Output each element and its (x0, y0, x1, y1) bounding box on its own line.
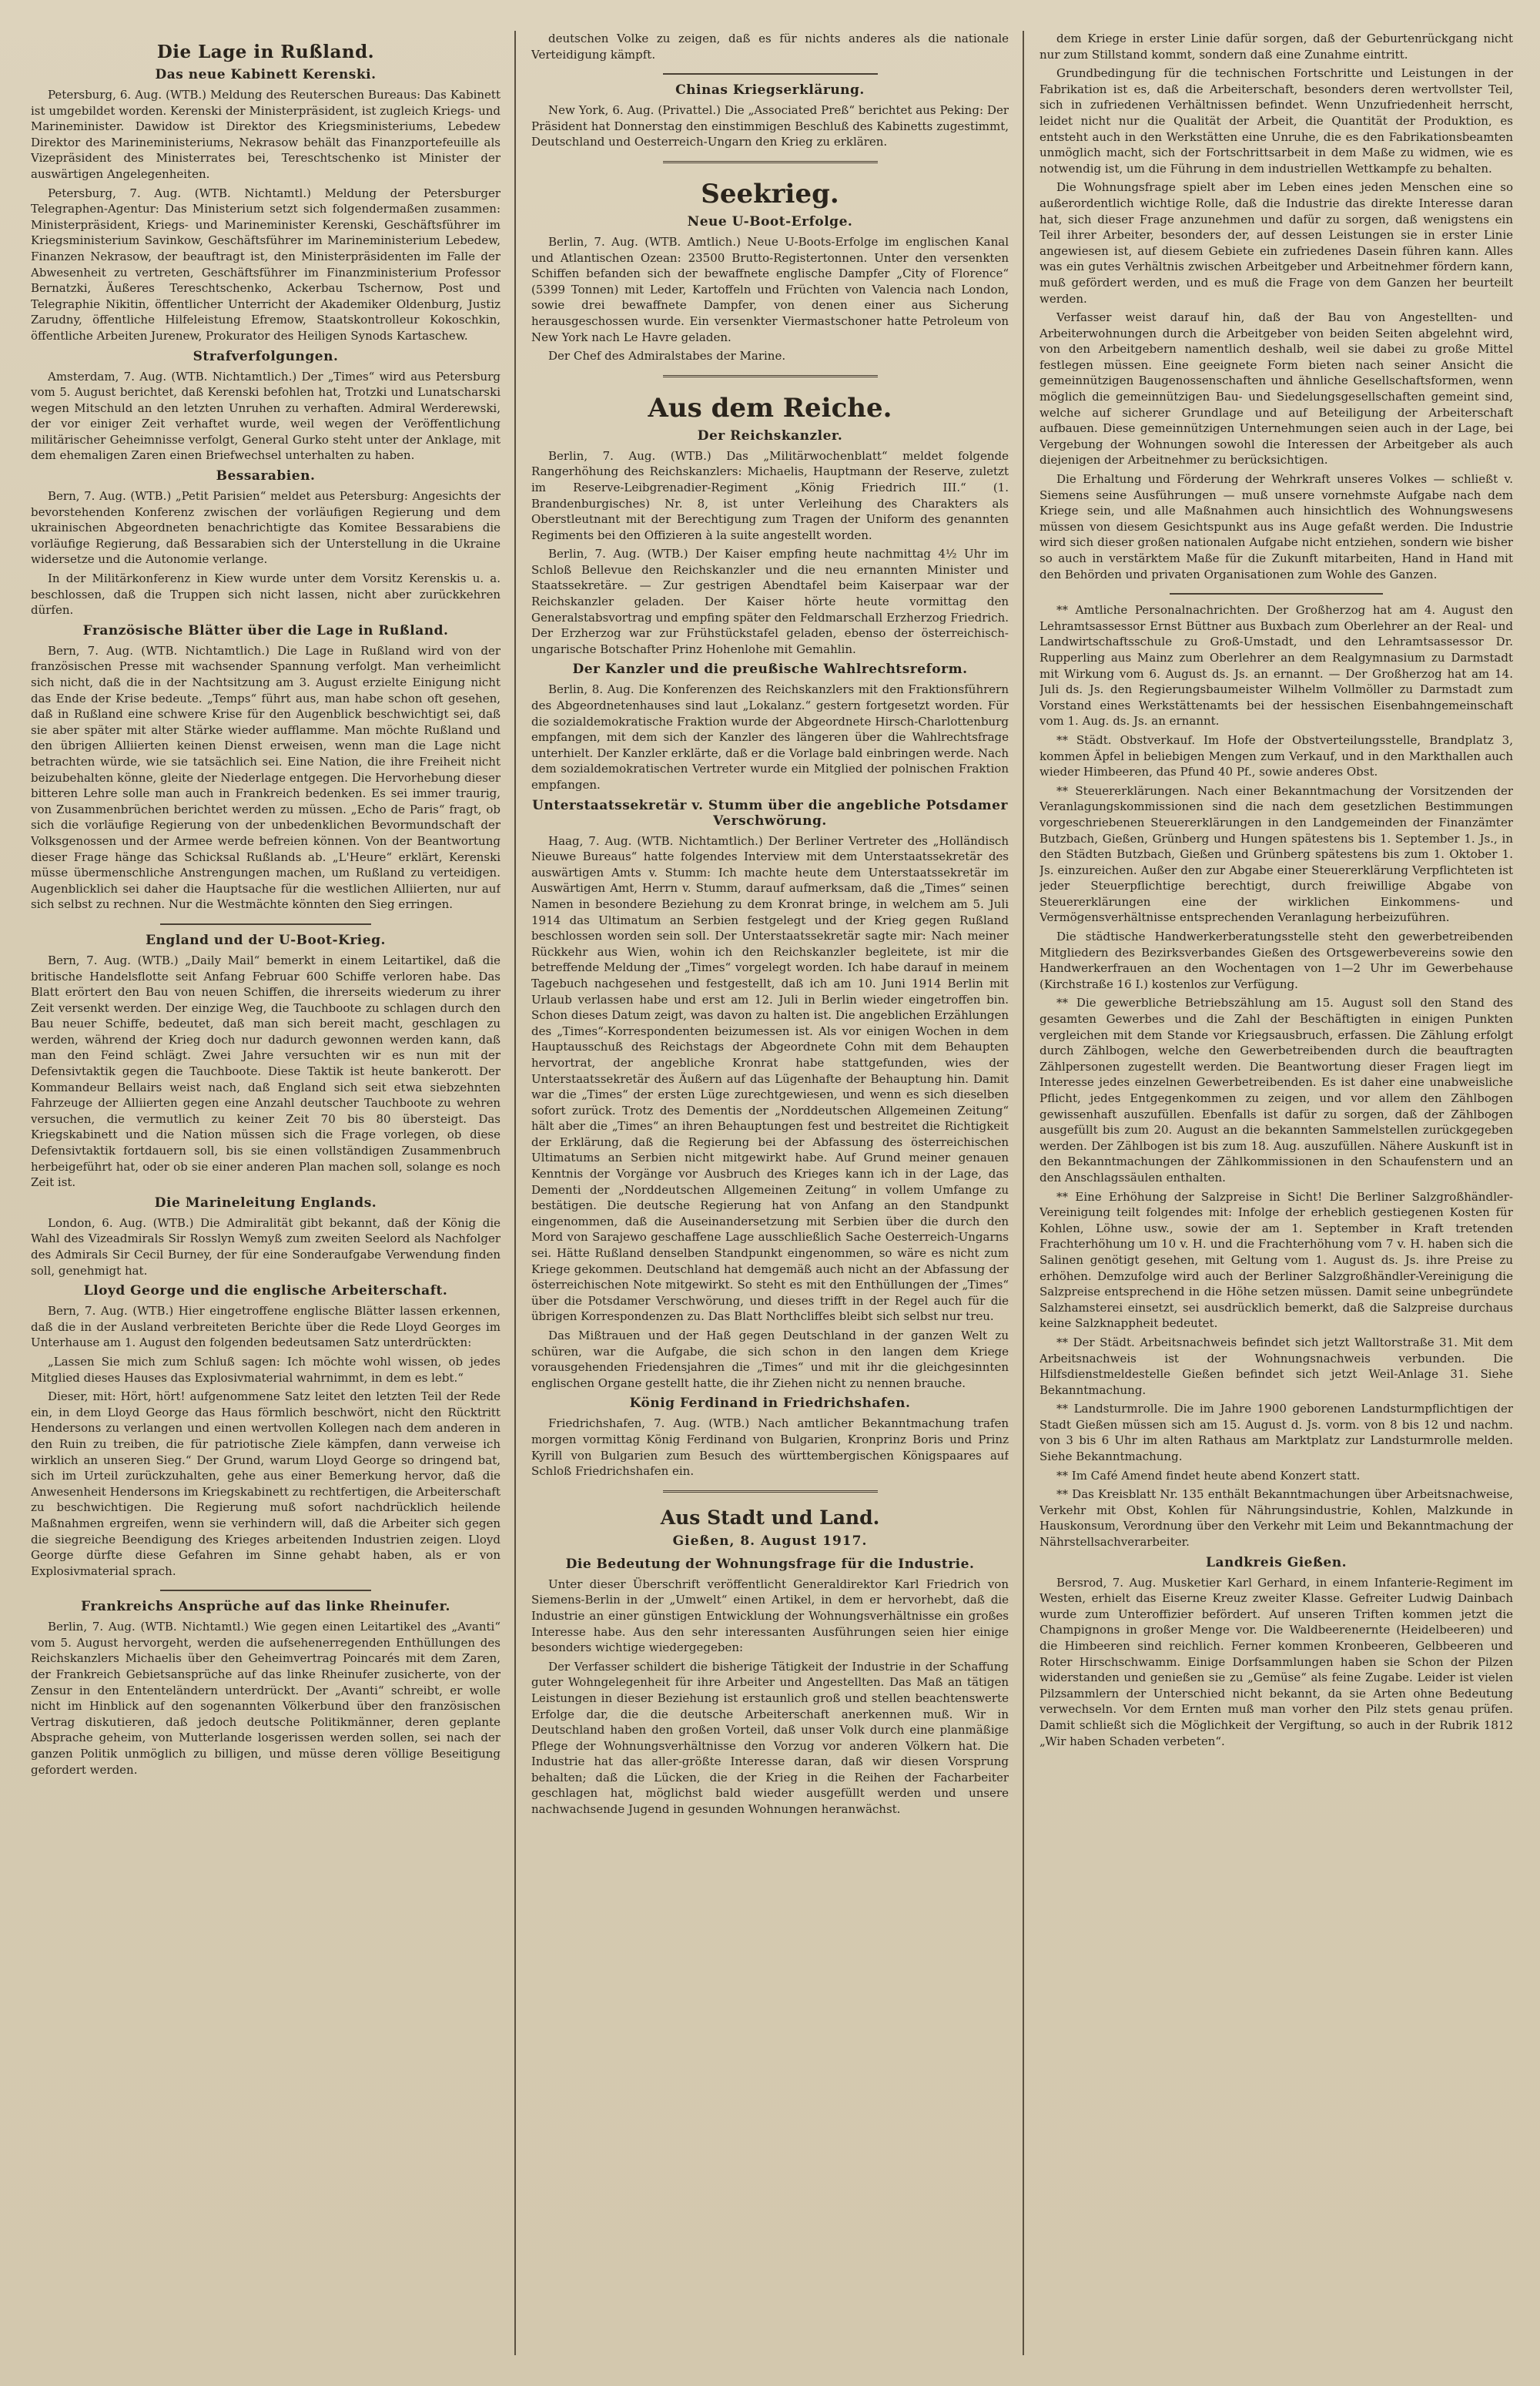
article-paragraph: Bern, 7. Aug. (WTB.) „Petit Parisien“ meldet aus Petersburg: Angesichts der bevorstehenden Konferenz zwischen der vorläufigen Regierung und dem ukrainischen Abgeordneten benachrichtigte das Komitee Bessarabiens die vorläufige Regierung, daß Bessarabien sich der Unterstellung in die Ukraine widersetze und die Autonomie verlange. (31, 489, 500, 567)
column-middle (531, 31, 1009, 2355)
article-paragraph: London, 6. Aug. (WTB.) Die Admiralität gibt bekannt, daß der König die Wahl des Vizeadmirals Sir Rosslyn Wemyß zum zweiten Seelord als Nachfolger des Admirals Sir Cecil Burney, der für eine Sonderaufgabe Verwendung finden soll, genehmigt hat. (31, 1215, 500, 1278)
article-paragraph: „Lassen Sie mich zum Schluß sagen: Ich möchte wohl wissen, ob jedes Mitglied dieses Hauses das Explosivmaterial wahrnimmt, in dem es lebt.“ (31, 1354, 500, 1385)
article-subheadline: Landkreis Gießen. (1205, 1554, 1347, 1570)
article-paragraph: Berlin, 7. Aug. (WTB.) Der Kaiser empfing heute nachmittag 4½ Uhr im Schloß Bellevue den Reichskanzler und die neu ernannten Minister und Staatssekretäre. — Zur gestrigen Abendtafel beim Kaiserpaar war der Reichskanzler geladen. Der Kaiser hörte heute vormittag den Generalstabsvortrag und empfing später den Feldmarschall Erzherzog Friedrich. Der Erzherzog war zur Frühstückstafel geladen, ebenso der österreichisch-ungarische Botschafter Prinz Hohenlohe mit Gemahlin. (531, 547, 1009, 656)
article-subheadline: Unterstaatssekretär v. Stumm über die angebliche Potsdamer Verschwörung. (532, 797, 1008, 829)
article-subheadline: König Ferdinand in Friedrichshafen. (629, 1396, 911, 1412)
section-separator (663, 161, 878, 163)
article-paragraph: Die Wohnungsfrage spielt aber im Leben eines jeden Menschen eine so außerordentlich wichtige Rolle, daß die Industrie das direkte Interesse daran hat, sich dieser Frage anzunehmen und dafür zu sorgen, daß wenigstens ein Teil ihrer Arbeiter, besonders der, auf dessen Leistungen sie in erster Linie angewiesen ist, auf diesem Gebiete ein zufriedenes Dasein führen kann. Alles was ein gutes Verhältnis zwischen Arbeitgeber und Arbeitnehmer fördern kann, muß gefördert werden, und es muß die Frage von dem Ganzen her beurteilt werden. (1040, 180, 1513, 306)
article-headline: Die Lage in Rußland. (156, 42, 375, 62)
article-paragraph: deutschen Volke zu zeigen, daß es für nichts anderes als die nationale Verteidigung kämpft. (531, 32, 1009, 62)
article-paragraph: Berlin, 7. Aug. (WTB. Amtlich.) Neue U-Boots-Erfolge im englischen Kanal und Atlantischen Ozean: 23500 Brutto-Registertonnen. Unter den versenkten Schiffen befanden sich der bewaffnete englische Dampfer „City of Florence“ (5399 Tonnen) mit Leder, Kartoffeln und Früchten von Valencia nach London, sowie drei bewaffnete Dampfer, von denen einer aus Sicherung herausgeschossen wurde. Ein versenkter Viermastschoner hatte Petroleum von New York nach Le Havre geladen. (531, 234, 1009, 344)
article-paragraph: ** Landsturmrolle. Die im Jahre 1900 geborenen Landsturmpflichtigen der Stadt Gießen müssen sich am 15. August d. Js. vorm. von 8 bis 12 und nachm. von 3 bis 6 Uhr im alten Rathaus am Marktplatz zur Landsturmrolle melden. Siehe Bekanntmachung. (1040, 1402, 1513, 1464)
section-separator (663, 375, 878, 377)
section-headline: Aus Stadt und Land. (660, 1506, 880, 1529)
article-subheadline: Strafverfolgungen. (192, 348, 339, 364)
article-subheadline: Neue U-Boot-Erfolge. (687, 213, 853, 230)
article-paragraph: ** Das Kreisblatt Nr. 135 enthält Bekanntmachungen über Arbeitsnachweise, Verkehr mit Obst, Kohlen für Nährungsindustrie, Kohlen, Malzkunde in Hauskonsum, Verordnung über den Verkehr mit Leim und Bekanntmachung der Nährstellsachverarbeiter. (1040, 1487, 1513, 1550)
article-subheadline: Die Bedeutung der Wohnungsfrage für die Industrie. (565, 1556, 975, 1572)
article-subheadline: Das neue Kabinett Kerenski. (155, 67, 377, 82)
article-subheadline: Der Reichskanzler. (697, 427, 843, 444)
article-paragraph: Bersrod, 7. Aug. Musketier Karl Gerhard, in einem Infanterie-Regiment im Westen, erhielt das Eiserne Kreuz zweiter Klasse. Gefreiter Ludwig Dainbach wurde zum Unteroffizier befördert. Auf unseren Triften kommen jetzt die Champignons in großer Menge vor. Die Waldbeerenernte (Heidelbeeren) und die Himbeeren sind reichlich. Ferner kommen Kronbeeren, Gelbbeeren und Roter Hirschschwamm. Einige Dorfsammlungen haben sie Schon der Pilzen widerstanden und genießen sie zu „Gemüse“ als feine Zugabe. Leider ist vielen Pilzsammlern der Unterschied nicht bekannt, da sie Arten ohne Bedeutung verwechseln. Vor dem Ernten muß man vorher den Pilz stets genau prüfen. Damit schließt sich die Möglichkeit der Vergiftung, so auch in der Rubrik 1812 „Wir haben Schaden verbeten“. (1040, 1575, 1513, 1748)
article-paragraph: Bern, 7. Aug. (WTB. Nichtamtlich.) Die Lage in Rußland wird von der französischen Presse mit wachsender Spannung verfolgt. Man verheimlicht sich nicht, daß die in der Nachtsitzung am 3. August erzielte Einigung nicht das Ende der Krise bedeute. „Temps“ führt aus, man habe schon oft gesehen, daß in Rußland eine schwere Krise für den Augenblick beschwichtigt sei, daß sie aber später mit alter Stärke wieder aufflamme. Man möchte Rußland und den übrigen Alliierten keinen Dienst erweisen, wenn man die Lage nicht betrachten würde, wie sie tatsächlich sei. Eine Nation, die ihre Freiheit nicht beizubehalten könne, gleite der Niederlage entgegen. Die Hervorhebung dieser bitteren Lehre solle man auch in Frankreich bedenken. Es sei immer traurig, von Zusammenbrüchen berichtet werden zu müssen. „Echo de Paris“ fragt, ob sich die vorläufige Regierung von der unbedenklichen Bevormundschaft der Volksgenossen und der Armee werde befreien können. Von der Beantwortung dieser Frage hänge das Schicksal Rußlands ab. „L'Heure“ erklärt, Kerenski müsse übermenschliche Anstrengungen machen, um Rußland zu verteidigen. Augenblicklich sei daher die Hauptsache für die westlichen Alliierten, nur auf sich selbst zu rechnen. Nur die Westmächte könnten den Sieg erringen. (31, 643, 500, 912)
article-paragraph: Amsterdam, 7. Aug. (WTB. Nichtamtlich.) Der „Times“ wird aus Petersburg vom 5. August berichtet, daß Kerenski befohlen hat, Trotzki und Lunatscharski wegen Mitschuld an den letzten Unruhen zu verhaften. Admiral Werderewski, der vor einiger Zeit verhaftet wurde, weil wegen der Veröffentlichung militärischer Geheimnisse verfolgt, General Gurko steht unter der Anklage, mit dem ehemaligen Zaren einen Briefwechsel unterhalten zu haben. (31, 369, 500, 463)
article-paragraph: Der Verfasser schildert die bisherige Tätigkeit der Industrie in der Schaffung guter Wohngelegenheit für ihre Arbeiter und Angestellten. Das Maß an tätigen Leistungen in dieser Beziehung ist erstaunlich groß und stellen beachtenswerte Erfolge dar, die die deutsche Arbeiterschaft anerkennen muß. Wir in Deutschland haben den großen Vorteil, daß unser Volk durch eine planmäßige Pflege der Wohnungsverhältnisse den Vorzug vor anderen Völkern hat. Die Industrie hat das aller-größte Interesse daran, daß wir diesen Vorsprung behalten; daß die Lücken, die der Krieg in die Reihen der Facharbeiter geschlagen hat, möglichst bald wieder ausgefüllt werden und unsere nachwachsende Jugend in gesunden Wohnungen heranwächst. (531, 1659, 1009, 1817)
article-paragraph: Berlin, 7. Aug. (WTB.) Das „Militärwochenblatt“ meldet folgende Rangerhöhung des Reichskanzlers: Michaelis, Hauptmann der Reserve, zuletzt im Reserve-Leibgrenadier-Regiment „König Friedrich III.“ (1. Brandenburgisches) Nr. 8, ist unter Verleihung des Charakters als Oberstleutnant mit der Berechtigung zum Tragen der Uniform des genannten Regiments bei den Offizieren à la suite angestellt worden. (531, 448, 1009, 542)
article-paragraph: Petersburg, 7. Aug. (WTB. Nichtamtl.) Meldung der Petersburger Telegraphen-Agentur: Das Ministerium setzt sich folgendermaßen zusammen: Ministerpräsident, Kriegs- und Marineminister Kerenski, Geschäftsführer im Kriegsministerium Savinkow, Geschäftsführer im Marineministerium Lebedew, Finanzen Nekrasow, der beauftragt ist, den Ministerpräsidenten im Falle der Abwesenheit zu vertreten, Geschäftsführer im Finanzministerium Professor Bernatzki, Äußeres Tereschtschenko, Ackerbau Tschernow, Post und Telegraphie Nikitin, öffentlicher Unterricht der Akademiker Oldenburg, Justiz Zarudny, öffentliche Hilfeleistung Efremow, Staatskontrolleur Kokoschkin, öffentliche Arbeiten Jurenew, Prokurator des Heiligen Synods Kartaschew. (31, 186, 500, 343)
article-paragraph: Verfasser weist darauf hin, daß der Bau von Angestellten- und Arbeiterwohnungen durch die Arbeitgeber von beiden Seiten abgelehnt wird, von den Arbeitgebern namentlich deshalb, weil sie dabei zu große Mittel festlegen müssen. Eine geeignete Form bieten nach seiner Ansicht die gemeinnützigen Baugenossenschaften und ähnliche Gesellschaftsformen, wenn möglich die gemeinnützigen Bau- und Siedelungsgesellschaften gemeint sind, welche auf sicherer Grundlage und auf Beteiligung der Arbeiterschaft aufbauen. Diese gemeinnützigen Unternehmungen seien auch in der Lage, bei Vergebung der Wohnungen sowohl die Interessen der Arbeitgeber als auch diejenigen der Arbeitnehmer zu berücksichtigen. (1040, 310, 1513, 467)
column-right (1040, 31, 1513, 2355)
article-paragraph: dem Kriege in erster Linie dafür sorgen, daß der Geburtenrückgang nicht nur zum Stillstand kommt, sondern daß eine Zunahme eintritt. (1040, 32, 1513, 62)
column-left (31, 31, 500, 2355)
section-separator (663, 73, 878, 75)
column-rule (514, 31, 516, 2355)
dateline: Gießen, 8. August 1917. (672, 1533, 868, 1549)
section-headline: Aus dem Reiche. (648, 392, 892, 424)
article-paragraph: Dieser, mit: Hört, hört! aufgenommene Satz leitet den letzten Teil der Rede ein, in dem Lloyd George das Haus förmlich beschwört, nicht den Rücktritt Hendersons zu verlangen und einen wertvollen Kollegen nach dem anderen in den Ruin zu treiben, die für patriotische Ziele kämpfen, dann verweise ich wirklich an unseren Sieg.“ Der Grund, warum Lloyd George so dringend bat, sich im Urteil zurückzuhalten, gehe aus einer Bemerkung hervor, daß die Anwesenheit Hendersons im Kriegskabinett zu rechtfertigen, die Arbeiterschaft zu beschwichtigen. Die Regierung muß sofort nachdrücklich heilende Maßnahmen ergreifen, wenn sie verhindern will, daß die Arbeiter sich gegen die siegreiche Beendigung des Krieges arbeitenden Industrien zeigen. Lloyd George dürfte diese Gefahren im Sinne gehabt haben, als er von Explosivmaterial sprach. (31, 1389, 500, 1578)
article-subheadline: Bessarabien. (216, 468, 316, 484)
article-paragraph: ** Steuererklärungen. Nach einer Bekanntmachung der Vorsitzenden der Veranlagungskommissionen sind die nach dem gesetzlichen Bestimmungen vorgeschriebenen Steuererklärungen in den Landgemeinden der Finanzämter Butzbach, Gießen, Grünberg und Hungen spätestens bis 1. September 1. Js., in den Städten Butzbach, Gießen und Grünberg spätestens bis zum 1. Oktober 1. Js. einzureichen. Außer den zur Abgabe einer Steuererklärung Verpflichteten ist jeder Steuerpflichtige berechtigt, durch freiwillige Abgabe von Steuererklärungen eine der wirklichen Einkommens- und Vermögensverhältnisse entsprechenden Veranlagung herbeizuführen. (1040, 783, 1513, 925)
article-subheadline: Der Kanzler und die preußische Wahlrechtsreform. (572, 662, 968, 678)
article-paragraph: Friedrichshafen, 7. Aug. (WTB.) Nach amtlicher Bekanntmachung trafen morgen vormittag König Ferdinand von Bulgarien, Kronprinz Boris und Prinz Kyrill von Bulgarien zum Besuch des württembergischen Königspaares auf Schloß Friedrichshafen ein. (531, 1416, 1009, 1479)
article-paragraph: Bern, 7. Aug. (WTB.) „Daily Mail“ bemerkt in einem Leitartikel, daß die britische Handelsflotte seit Anfang Februar 600 Schiffe verloren habe. Das Blatt erörtert den Bau von neuen Schiffen, die ihrerseits wiederum zu ihrer Zeit versenkt werden. Der einzige Weg, die Tauchboote zu schlagen durch den Bau neuer Schiffe, bedeutet, daß man sich bereit macht, geschlagen zu werden, während der Krieg doch nur dadurch gewonnen werden kann, daß man den Feind schlägt. Zwei Jahre versuchten wir es nun mit der Defensivtaktik gegen die Tauchboote. Diese Taktik ist heute bankerott. Der Kommandeur Bellairs weist nach, daß England sich seit etwa siebzehnten Fahrzeuge der Alliierten gegen eine Anzahl deutscher Tauchboote zu wehren versuchen, die vermutlich zu keiner Zeit 70 bis 80 übersteigt. Das Kriegskabinett und die Nation müssen sich die Frage vorlegen, ob diese Defensivtaktik fortdauern soll, bis sie einen vollständigen Zusammenbruch herbeigeführt hat, oder ob sie einer anderen Plan machen soll, solange es noch Zeit ist. (31, 953, 500, 1190)
article-subheadline: Die Marineleitung Englands. (154, 1195, 377, 1211)
article-paragraph: Haag, 7. Aug. (WTB. Nichtamtlich.) Der Berliner Vertreter des „Holländisch Nieuwe Bureaus“ hatte folgendes Interview mit dem Unterstaatssekretär des auswärtigen Amts v. Stumm: Ich machte heute dem Unterstaatssekretär im Auswärtigen Amt, Herrn v. Stumm, darauf aufmerksam, daß die „Times“ seinen Namen in besondere Beziehung zu dem Kronrat bringe, in welchem am 5. Juli 1914 das Ultimatum an Serbien festgelegt und der Krieg gegen Rußland beschlossen worden sein soll. Der Unterstaatssekretär sagte mir: Nach meiner Rückkehr aus Wien, wohin ich den Reichskanzler begleitete, ist mir die betreffende Meldung der „Times“ vorgelegt worden. Ich habe darauf in meinem Tagebuch nachgesehen und festgestellt, daß ich am 10. Juni 1914 Berlin mit Urlaub verlassen habe und erst am 12. Juli in Berlin wieder eingetroffen bin. Schon dieses Datum zeigt, was davon zu halten ist. Die angeblichen Erzählungen des „Times“-Korrespondenten beizumessen ist. Als vor einigen Wochen in dem Hauptausschuß des Reichstags der Abgeordnete Cohn mit dem Behaupten hervortrat, der angebliche Kronrat habe stattgefunden, wies der Unterstaatssekretär des Äußern auf das Lügenhafte der Behauptung hin. Damit war die „Times“ der ersten Lüge zurechtgewiesen, und wenn es sich dieselben sofort zurück. Trotz des Dementis der „Norddeutschen Allgemeinen Zeitung“ hält aber die „Times“ an ihren Behauptungen fest und bestreitet die Richtigkeit der Erklärung, daß die Regierung bei der Abfassung des österreichischen Ultimatums an Serbien nicht mitgewirkt habe. Auf Grund meiner genauen Kenntnis der Vorgänge vor Ausbruch des Krieges kann ich in der Lage, das Dementi der „Norddeutschen Allgemeinen Zeitung“ in vollem Umfange zu bestätigen. Die deutsche Regierung hat von Anfang an den Standpunkt eingenommen, daß die Auseinandersetzung mit Serbien über die durch den Mord von Sarajewo geschaffene Lage ausschließlich Sache Oesterreich-Ungarns sei. Hätte Rußland denselben Standpunkt eingenommen, so wäre es nicht zum Kriege gekommen. Deutschland hat demgemäß auch nicht an der Abfassung der österreichischen Note mitgewirkt. So steht es mit den Enthüllungen der „Times“ über die Potsdamer Verschwörung, und dieses trifft in der Regel auch für die übrigen Korrespondenzen zu. Das Blatt Northcliffes bleibt sich selbst nur treu. (531, 833, 1009, 1324)
article-subheadline: Frankreichs Ansprüche auf das linke Rheinufer. (81, 1599, 450, 1615)
article-paragraph: Berlin, 7. Aug. (WTB. Nichtamtl.) Wie gegen einen Leitartikel des „Avanti“ vom 5. August hervorgeht, werden die aufsehenerregenden Enthüllungen des Reichskanzlers Michaelis über den Geheimvertrag Poincarés mit dem Zaren, der Frankreich Gebietsansprüche auf das linke Rheinufer zusicherte, von der Zensur in den Ententeländern unterdrückt. Der „Avanti“ schreibt, er wolle nicht im Hinblick auf den sogenannten Völkerbund über den französischen Vertrag diskutieren, daß jedoch deutsche Politikmänner, deren geplante Absprache geheim, von Mutterlande losgerissen werden sollen, sei nach der ganzen Politik unmöglich zu billigen, und müsse deren völlige Beseitigung gefordert werden. (31, 1620, 500, 1777)
article-subheadline: Französische Blätter über die Lage in Rußland. (82, 622, 449, 638)
column-rule (1023, 31, 1024, 2355)
article-paragraph: Bern, 7. Aug. (WTB.) Hier eingetroffene englische Blätter lassen erkennen, daß die in der Ausland verbreiteten Berichte über die Rede Lloyd Georges im Unterhause am 1. August den folgenden bedeutsamen Satz unterdrückten: (31, 1304, 500, 1350)
section-headline: Seekrieg. (701, 178, 839, 209)
article-paragraph: ** Die gewerbliche Betriebszählung am 15. August soll den Stand des gesamten Gewerbes und die Zahl der Beschäftigten in einigen Punkten vergleichen mit dem Stande vor Kriegsausbruch, erfassen. Die Zählung erfolgt durch Zählbogen, welche den Gewerbetreibenden durch die beauftragten Zählpersonen zugestellt werden. Die Beantwortung dieser Fragen liegt im Interesse jedes einzelnen Gewerbetreibenden. Es ist daher eine unabweisliche Pflicht, jedes Entgegenkommen zu zeigen, und vor allem den Zählbogen gewissenhaft auszufüllen. Ebenfalls ist dafür zu sorgen, daß der Zählbogen ausgefüllt bis zum 20. August an die bekannten Sammelstellen zurückgegeben werden. Der Zählbogen ist bis zum 18. Aug. auszufüllen. Nähere Auskunft ist in den Bekanntmachungen der Zählkommissionen in den Schaufenstern und an den Anschlagssäulen enthalten. (1040, 996, 1513, 1185)
article-paragraph: New York, 6. Aug. (Privattel.) Die „Associated Preß“ berichtet aus Peking: Der Präsident hat Donnerstag den einstimmigen Beschluß des Kabinetts zugestimmt, Deutschland und Oesterreich-Ungarn den Krieg zu erklären. (531, 103, 1009, 149)
article-paragraph: ** Städt. Obstverkauf. Im Hofe der Obstverteilungsstelle, Brandplatz 3, kommen Äpfel in beliebigen Mengen zum Verkauf, und in den Markthallen auch wieder Himbeeren, das Pfund 40 Pf., sowie anderes Obst. (1040, 732, 1513, 779)
article-paragraph: ** Im Café Amend findet heute abend Konzert statt. (1056, 1468, 1361, 1483)
article-paragraph: Grundbedingung für die technischen Fortschritte und Leistungen in der Fabrikation ist es, daß die Arbeiterschaft, besonders deren wertvollster Teil, sich in zufriedenen Verhältnissen befindet. Wenn Unzufriedenheit herrscht, leidet nicht nur die Qualität der Arbeit, die Quantität der Produktion, es entsteht auch in den Werkstätten eine Unruhe, die es den Fabrikationsbeamten unmöglich macht, sich der Fortschrittsarbeit in dem Maße zu widmen, wie es notwendig ist, um die Führung in dem industriellen Wettkampfe zu behalten. (1040, 66, 1513, 176)
article-paragraph: Der Chef des Admiralstabes der Marine. (548, 349, 786, 364)
section-separator (160, 923, 372, 925)
article-paragraph: Berlin, 8. Aug. Die Konferenzen des Reichskanzlers mit den Fraktionsführern des Abgeordnetenhauses sind laut „Lokalanz.“ gestern fortgesetzt worden. Für die sozialdemokratische Fraktion wurde der Abgeordnete Hirsch-Charlottenburg empfangen, mit dem sich der Kanzler des längeren über die Wahlrechtsfrage unterhielt. Der Kanzler erklärte, daß er die Vorlage bald einbringen werde. Nach dem sozialdemokratischen Vertreter wurde ein Mitglied der polnischen Fraktion empfangen. (531, 682, 1009, 792)
article-subheadline: Lloyd George und die englische Arbeiterschaft. (83, 1283, 448, 1299)
article-subheadline: England und der U-Boot-Krieg. (146, 932, 386, 948)
article-subheadline: Chinas Kriegserklärung. (675, 82, 865, 99)
article-paragraph: Das Mißtrauen und der Haß gegen Deutschland in der ganzen Welt zu schüren, war die Aufgabe, die sich schon in den langen dem Kriege vorausgehenden Friedensjahren die „Times“ und mit ihr die gleichgesinnten englischen Organe gestellt hatte, die ihr Ziehen nicht zu nennen brauche. (531, 1329, 1009, 1390)
article-paragraph: Die Erhaltung und Förderung der Wehrkraft unseres Volkes — schließt v. Siemens seine Ausführungen — muß unsere vornehmste Aufgabe nach dem Kriege sein, und alle Maßnahmen auch hinsichtlich des Wohnungswesens müssen von diesem Gesichtspunkt aus ins Auge gefaßt werden. Die Industrie wird sich dieser großen nationalen Aufgabe nicht entziehen, sondern wie bisher so auch in verstärktem Maße für die Zukunft mitarbeiten, Hand in Hand mit den Behörden und privaten Organisationen zum Wohle des Ganzen. (1040, 472, 1513, 581)
article-paragraph: ** Eine Erhöhung der Salzpreise in Sicht! Die Berliner Salzgroßhändler-Vereinigung teilt folgendes mit: Infolge der erheblich gestiegenen Kosten für Kohlen, Löhne usw., sowie der am 1. September in Kraft tretenden Frachterhöhung um 10 v. H. und die Frachterhöhung vom 7 v. H. haben sich die Salinen genötigt gesehen, mit Geltung vom 1. August ds. Js. ihre Preise zu erhöhen. Demzufolge wird auch der Berliner Salzgroßhändler-Vereinigung die Salzpreise entsprechend in die Höhe setzen müssen. Damit seine unbegründete Salzhamsterei einsetzt, sei ausdrücklich bemerkt, daß die Salzpreise durchaus keine Salzknappheit bedeutet. (1040, 1189, 1513, 1331)
article-paragraph: Die städtische Handwerkerberatungsstelle steht den gewerbetreibenden Mitgliedern des Bezirksverbandes Gießen des Ortsgewerbevereins sowie den Handwerkerfrauen an den Wochentagen von 1—2 Uhr im Gewerbehause (Kirchstraße 16 I.) kostenlos zur Verfügung. (1040, 930, 1513, 991)
article-paragraph: ** Der Städt. Arbeitsnachweis befindet sich jetzt Walltorstraße 31. Mit dem Arbeitsnachweis ist der Wohnungsnachweis verbunden. Die Hilfsdienstmeldestelle Gießen befindet sich jetzt Weil-Anlage 31. Siehe Bekanntmachung. (1040, 1335, 1513, 1397)
section-separator (663, 1490, 878, 1493)
section-separator (1170, 593, 1383, 595)
article-paragraph: Petersburg, 6. Aug. (WTB.) Meldung des Reuterschen Bureaus: Das Kabinett ist umgebildet worden. Kerenski der Ministerpräsident, ist zugleich Kriegs- und Marineminister. Dawidow ist Direktor des Kriegsministeriums, Lebedew Direktor des Marineministeriums, Nekrasow behält das Finanzportefeuille als Vizepräsident des Ministerrates bei, Tereschtschenko ist Minister der auswärtigen Angelegenheiten. (31, 88, 500, 181)
section-separator (160, 1590, 372, 1591)
article-paragraph: Unter dieser Überschrift veröffentlicht Generaldirektor Karl Friedrich von Siemens-Berlin in der „Umwelt“ einen Artikel, in dem er hervorhebt, daß die Industrie an einer günstigen Entwicklung der Wohnungsverhältnisse ein großes Interesse habe. Aus den sehr interessanten Ausführungen seien hier einige besonders wichtige wiedergegeben: (531, 1577, 1009, 1655)
article-paragraph: ** Amtliche Personalnachrichten. Der Großherzog hat am 4. August den Lehramtsassessor Ernst Büttner aus Buxbach zum Oberlehrer an der Real- und Landwirtschaftsschule zu Groß-Umstadt, und den Lehramtsassessor Dr. Rupperling aus Mainz zum Oberlehrer an dem Realgymnasium zu Darmstadt mit Wirkung vom 6. August ds. Js. an ernannt. — Der Großherzog hat am 14. Juli ds. Js. den Regierungsbaumeister Wilhelm Vollmöller zu Darmstadt zum Vorstand eines Werkstättenamts bei der hessischen Eisenbahngemeinschaft vom 1. Aug. ds. Js. an ernannt. (1040, 603, 1513, 729)
article-paragraph: In der Militärkonferenz in Kiew wurde unter dem Vorsitz Kerenskis u. a. beschlossen, daß die Truppen sich nicht lassen, nicht aber zurückkehren dürfen. (31, 571, 500, 618)
